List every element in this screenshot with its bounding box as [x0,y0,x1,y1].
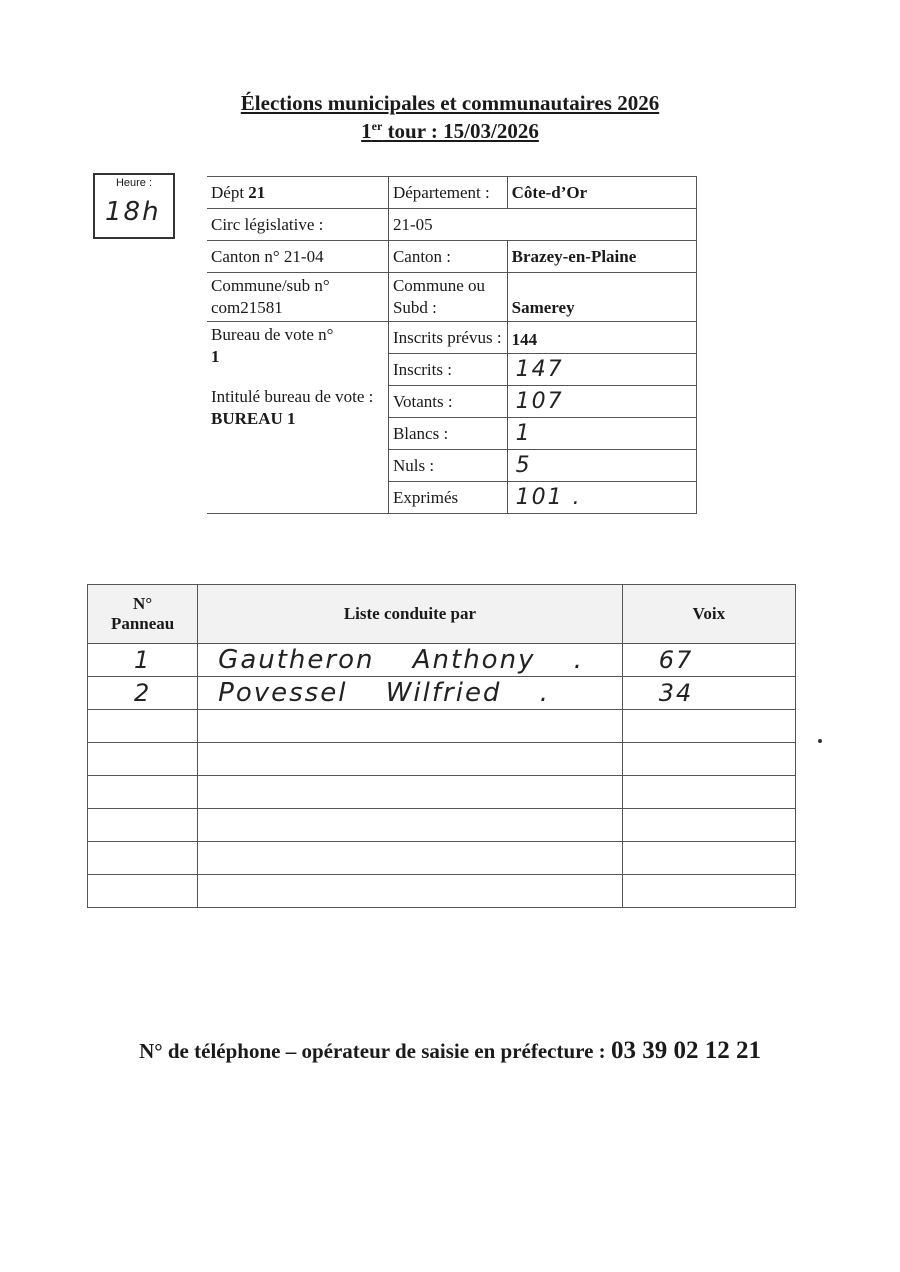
canton-no-label: Canton n° 21-04 [207,241,388,273]
bureau-cell [207,322,388,514]
circ-label: Circ législative : [207,209,388,241]
row-list-leader: Gautheron Anthony . [198,644,623,677]
dept-cell [207,177,388,209]
row-number [88,809,198,842]
phone-line [0,1037,900,1065]
canton-value: Brazey-en-Plaine [507,241,696,273]
exprimes-value: 101 . [507,482,696,514]
election-title: Élections municipales et communautaires 2026 [240,91,660,115]
row-list-leader [198,776,623,809]
nuls-value: 5 [507,450,696,482]
dept-label: Dépt [211,182,249,202]
header-panneau-line2: Panneau [110,614,175,633]
header-panneau-line1: N° [133,594,153,613]
row-votes: 34 [622,677,795,710]
row-number [88,875,198,908]
table-row [88,710,796,743]
commune-sub-value: com21581 [211,298,283,317]
inscrits-label: Inscrits : [388,354,507,386]
bureau-no-label: Bureau de vote n° [211,325,334,344]
phone-number: 03 39 02 12 21 [610,1037,761,1064]
row-list-leader [198,710,623,743]
commune-sub-label: Commune/sub n° [211,276,330,295]
row-votes: 67 [622,644,795,677]
round-prefix: 1 [361,119,372,143]
dept-value: 21 [248,182,266,202]
circ-value: 21-05 [388,209,696,241]
row-number [88,842,198,875]
row-list-leader [198,875,623,908]
round-rest: tour : 15/03/2026 [382,119,539,143]
phone-label: N° de téléphone – opérateur de saisie en préfecture : [139,1039,611,1063]
commune-label: Commune ou Subd : [388,273,507,322]
table-row [88,875,796,908]
exprimes-label: Exprimés [388,482,507,514]
row-number [88,776,198,809]
scan-speck [818,739,822,743]
results-table [87,584,796,908]
row-votes [622,875,795,908]
row-votes [622,809,795,842]
header-panneau [88,585,198,644]
round-sup: er [371,119,383,133]
commune-sub-cell [207,273,388,322]
row-list-leader [198,809,623,842]
votants-value: 107 [507,386,696,418]
table-row [88,776,796,809]
row-votes [622,710,795,743]
votants-label: Votants : [388,386,507,418]
inscrits-prevus-label: Inscrits prévus : [388,322,507,354]
canton-label: Canton : [388,241,507,273]
nuls-label: Nuls : [388,450,507,482]
heure-box [93,173,175,239]
table-row [88,644,796,677]
row-number: 1 [88,644,198,677]
intitule-label: Intitulé bureau de vote : [211,387,374,406]
table-row [88,743,796,776]
header-liste: Liste conduite par [198,585,623,644]
row-list-leader [198,842,623,875]
row-votes [622,743,795,776]
heure-value: 18h [105,197,161,227]
row-list-leader [198,743,623,776]
inscrits-value: 147 [507,354,696,386]
bureau-no-value: 1 [211,347,220,366]
table-row [88,809,796,842]
row-number: 2 [88,677,198,710]
row-votes [622,776,795,809]
row-number [88,743,198,776]
bureau-info-table [207,176,697,514]
table-row [88,842,796,875]
row-number [88,710,198,743]
intitule-value: BUREAU 1 [211,409,296,428]
table-row [88,677,796,710]
blancs-label: Blancs : [388,418,507,450]
departement-label: Département : [388,177,507,209]
election-round [0,119,900,144]
commune-value: Samerey [507,273,696,322]
departement-value: Côte-d’Or [507,177,696,209]
header-voix: Voix [622,585,795,644]
heure-label: Heure : [115,177,153,189]
blancs-value: 1 [507,418,696,450]
row-list-leader: Povessel Wilfried . [198,677,623,710]
row-votes [622,842,795,875]
inscrits-prevus-value: 144 [507,322,696,354]
